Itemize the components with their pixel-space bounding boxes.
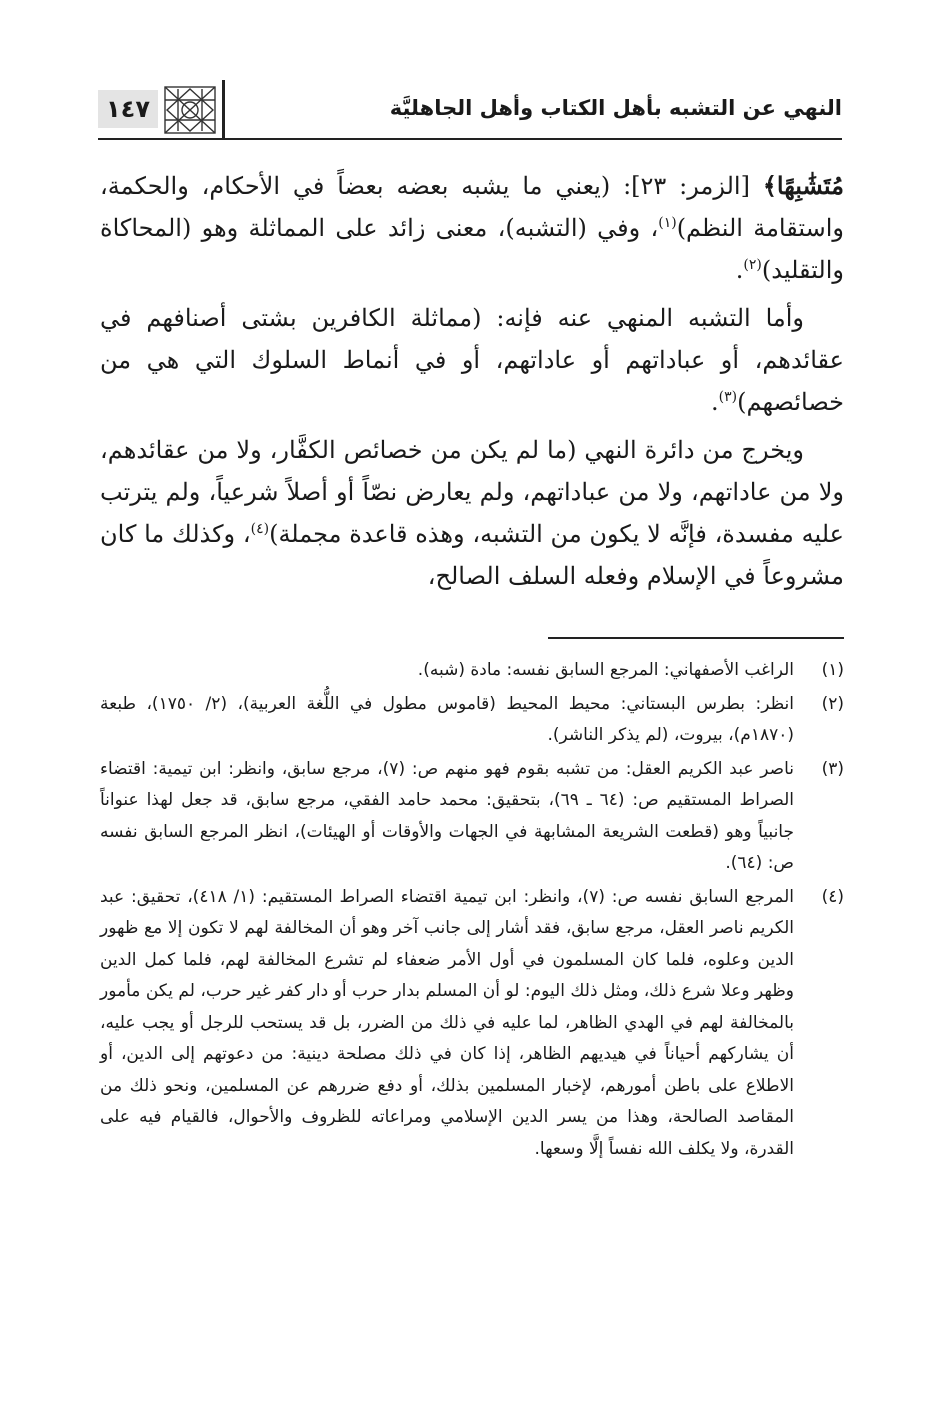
paragraph-1-text-a: [الزمر: ٢٣]: (يعني ما يشبه بعضه بعضاً في الأحكام، والحكمة، واستقامة النظم) xyxy=(100,172,844,242)
paragraph-1 xyxy=(100,165,844,291)
footnote-text: الراغب الأصفهاني: المرجع السابق نفسه: مادة (شبه). xyxy=(417,660,794,680)
footnote-ref-4: (٤) xyxy=(250,521,270,537)
footnotes xyxy=(100,655,844,1167)
footnote-1 xyxy=(100,655,844,687)
footnote-number: (١) xyxy=(821,660,844,680)
footnote-text: ناصر عبد الكريم العقل: من تشبه بقوم فهو منهم ص: (٧)، مرجع سابق، وانظر: ابن تيمية: اقتضاء الصراط المستقيم ص: (٦٤ ـ ٦٩)، بتحقيق: محمد حامد الفقي، مرجع سابق، قد جعل لهذا عنواناً جانبياً وهو (قطعت الشريعة المشابهة في الجهات والأوقات أو الهيئات)، انظر المرجع السابق نفسه ص: (٦٤). xyxy=(100,758,794,873)
header-divider xyxy=(222,80,225,138)
footnote-ref-1: (١) xyxy=(658,215,677,231)
header-rule xyxy=(98,138,842,140)
page-number-box xyxy=(98,90,158,128)
footnote-number: (٣) xyxy=(821,758,844,779)
footnote-2 xyxy=(100,689,844,752)
footnote-text: انظر: بطرس البستاني: محيط المحيط (قاموس مطول في اللُّغة العربية)، (٢/ ١٧٥٠)، طبعة (١٨٧٠م)، بيروت، (لم يذكر الناشر). xyxy=(100,693,794,745)
paragraph-1-text-c: . xyxy=(735,256,744,284)
running-header xyxy=(98,78,842,142)
paragraph-1-text-b: ، وفي (التشبه)، معنى زائد على المماثلة وهو (المحاكاة والتقليد) xyxy=(100,214,844,284)
footnote-separator xyxy=(548,637,844,639)
paragraph-2-text-b: . xyxy=(711,388,719,416)
paragraph-3-text-a: ويخرج من دائرة النهي (ما لم يكن من خصائص الكفَّار، ولا من عقائدهم، ولا من عاداتهم، ولا من عباداتهم، ولم يعارض نصّاً أو أصلاً شرعياً، ولم يترتب عليه مفسدة، فإنَّه لا يكون من التشبه، وهذه قاعدة مجملة) xyxy=(100,436,844,548)
footnote-ref-3: (٣) xyxy=(718,389,738,405)
ornament-icon xyxy=(162,84,218,136)
footnote-4 xyxy=(100,882,844,1166)
paragraph-3-text-b: ، وكذلك ما كان مشروعاً في الإسلام وفعله السلف الصالح، xyxy=(100,520,844,590)
header-title: النهي عن التشبه بأهل الكتاب وأهل الجاهليَّة xyxy=(389,96,842,120)
paragraph-2 xyxy=(100,297,844,423)
footnote-number: (٢) xyxy=(821,693,844,714)
footnote-number: (٤) xyxy=(821,886,844,907)
footnote-3 xyxy=(100,754,844,880)
paragraph-2-text-a: وأما التشبه المنهي عنه فإنه: (مماثلة الكافرين بشتى أصنافهم في عقائدهم، أو عباداتهم أو عاداتهم، أو في أنماط السلوك التي هي من خصائصهم) xyxy=(100,304,844,416)
main-text xyxy=(100,165,844,597)
paragraph-3 xyxy=(100,429,844,597)
page-number: ١٤٧ xyxy=(106,95,150,123)
quran-citation: مُتَشَٰبِهًا﴾ xyxy=(762,171,844,200)
footnote-text: المرجع السابق نفسه ص: (٧)، وانظر: ابن تيمية اقتضاء الصراط المستقيم: (١/ ٤١٨)، تحقيق: عبد الكريم ناصر العقل، مرجع سابق، فقد أشار إلى جانب آخر وهو أن المخالفة لهم لا تكون إلا مع ظهور الدين وعلوه، فلما كان المسلمون في أول الأمر ضعفاء لم تشرع المخالفة لهم، فلما كمل الدين وظهر وعلا شرع ذلك، ومثل ذلك اليوم: لو أن المسلم بدار حرب أو دار كفر غير حرب، لم يكن مأمور بالمخالفة لهم في الهدي الظاهر، لما عليه في ذلك من الضرر، بل قد يستحب للرجل أو يجب عليه، أن يشاركهم أحياناً في هيديهم الظاهر، إذا كان في ذلك مصلحة دينية: من دعوتهم إلى الدين، أو الاطلاع على باطن أمورهم، لإخبار المسلمين بذلك، أو دفع ضررهم عن المسلمين، ونحو ذلك من المقاصد الصالحة، وهذا من يسر الدين الإسلامي ومراعاته للظروف والأحوال، فالقيام فيه على القدرة، ولا يكلف الله نفساً إلَّا وسعها. xyxy=(100,886,794,1159)
footnote-ref-2: (٢) xyxy=(743,257,762,273)
